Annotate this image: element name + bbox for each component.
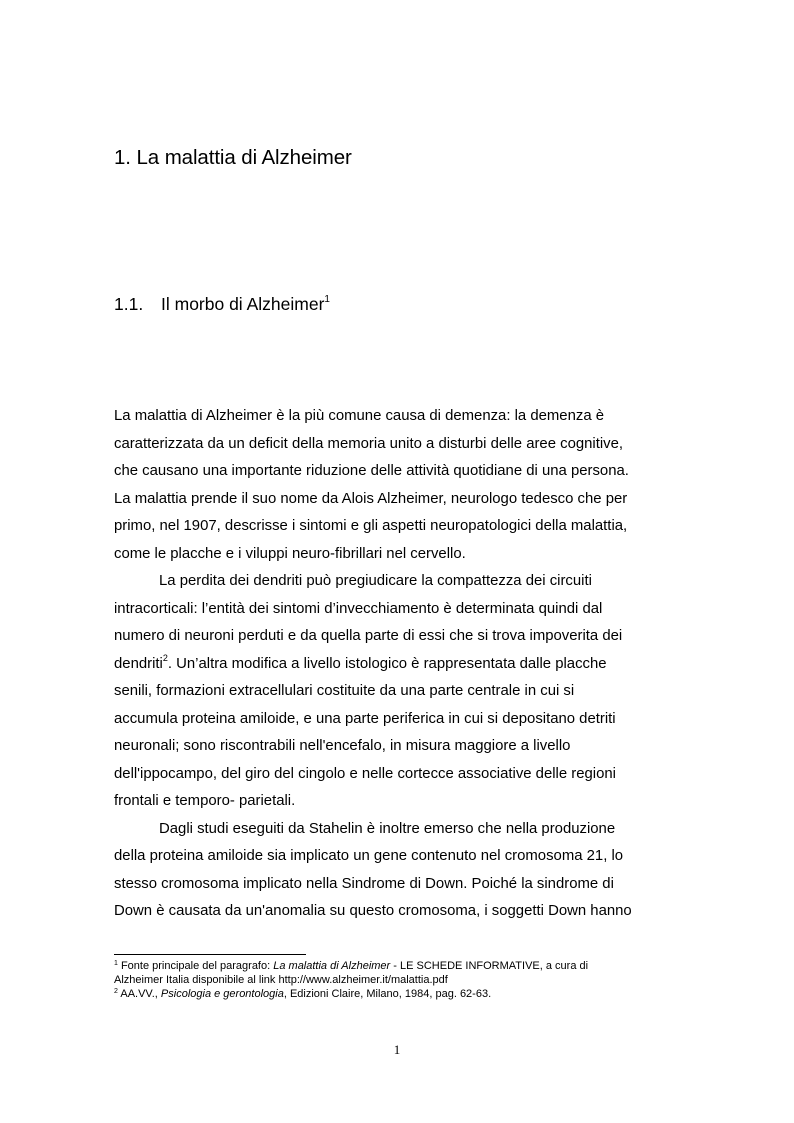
footnote-ref-1[interactable]: 1	[324, 294, 330, 305]
footnote-1	[114, 959, 694, 987]
text-line	[114, 568, 694, 596]
paragraph-2	[114, 568, 694, 816]
page-number: 1	[393, 1042, 401, 1057]
paragraph-3	[114, 816, 694, 926]
text-segment: . Un’altra modifica a livello istologico è rappresentata dalle placche	[167, 655, 607, 672]
text-line: come le placche e i viluppi neuro-fibrillari nel cervello.	[114, 545, 466, 562]
footnote-line	[114, 959, 694, 973]
footnote-text: Fonte principale del paragrafo:	[117, 960, 274, 972]
footnote-link-line[interactable]: Alzheimer Italia disponibile al link http://www.alzheimer.it/malattia.pdf	[114, 974, 448, 986]
text-line: frontali e temporo- parietali.	[114, 793, 296, 809]
footnote-number: 2	[114, 988, 118, 995]
text-line: che causano una importante riduzione delle attività quotidiane di una persona.	[114, 463, 629, 479]
footnote-text: , Edizioni Claire, Milano, 1984, pag. 62-63.	[283, 988, 492, 1000]
footnote-line	[114, 987, 694, 1001]
text-line	[114, 651, 694, 679]
section-title: Il morbo di Alzheimer	[161, 294, 325, 314]
text-line: senili, formazioni extracellulari costituite da una parte centrale in cui si	[114, 683, 575, 699]
text-line: neuronali; sono riscontrabili nell'encefalo, in misura maggiore a livello	[114, 738, 571, 754]
footnote-italic-title: Psicologia e gerontologia	[160, 988, 284, 1000]
footnote-italic-title: La malattia di Alzheimer	[273, 960, 391, 972]
text-line: dell'ippocampo, del giro del cingolo e nelle cortecce associative delle regioni	[114, 765, 616, 782]
text-segment: Dagli studi eseguiti da Stahelin è inoltre emerso che nella produzione	[159, 820, 616, 837]
section-number: 1.1.	[114, 294, 144, 314]
text-line: caratterizzata da un deficit della memoria unito a disturbi delle aree cognitive,	[114, 435, 624, 452]
footnote-text: AA.VV.,	[117, 988, 161, 1000]
text-line: intracorticali: l’entità dei sintomi d’invecchiamento è determinata quindi dal	[114, 600, 603, 617]
text-segment: La perdita dei dendriti può pregiudicare la compattezza dei circuiti	[159, 573, 592, 589]
text-segment: dendriti	[114, 655, 163, 672]
text-line	[114, 816, 694, 844]
footnote-number: 1	[114, 960, 118, 967]
text-line: La malattia di Alzheimer è la più comune causa di demenza: la demenza è	[114, 408, 605, 424]
text-line: numero di neuroni perduti e da quella parte di essi che si trova impoverita dei	[114, 628, 623, 644]
text-line: stesso cromosoma implicato nella Sindrome di Down. Poiché la sindrome di	[114, 875, 614, 892]
footnote-text: - LE SCHEDE INFORMATIVE, a cura di	[390, 960, 589, 972]
footnote-ref-2[interactable]: 2	[162, 652, 168, 663]
footnote-separator	[114, 954, 306, 955]
section-heading	[114, 294, 330, 315]
text-line: Down è causata da un'anomalia su questo cromosoma, i soggetti Down hanno	[114, 903, 632, 919]
text-line: primo, nel 1907, descrisse i sintomi e gli aspetti neuropatologici della malattia,	[114, 518, 628, 534]
paragraph-1	[114, 403, 694, 568]
footnote-2	[114, 987, 694, 1001]
body-text	[114, 403, 694, 926]
footnotes	[114, 959, 694, 1001]
text-line: della proteina amiloide sia implicato un gene contenuto nel cromosoma 21, lo	[114, 848, 624, 864]
text-line: accumula proteina amiloide, e una parte periferica in cui si depositano detriti	[114, 710, 616, 727]
chapter-title: 1. La malattia di Alzheimer	[114, 146, 352, 169]
text-line: La malattia prende il suo nome da Alois Alzheimer, neurologo tedesco che per	[114, 490, 628, 507]
